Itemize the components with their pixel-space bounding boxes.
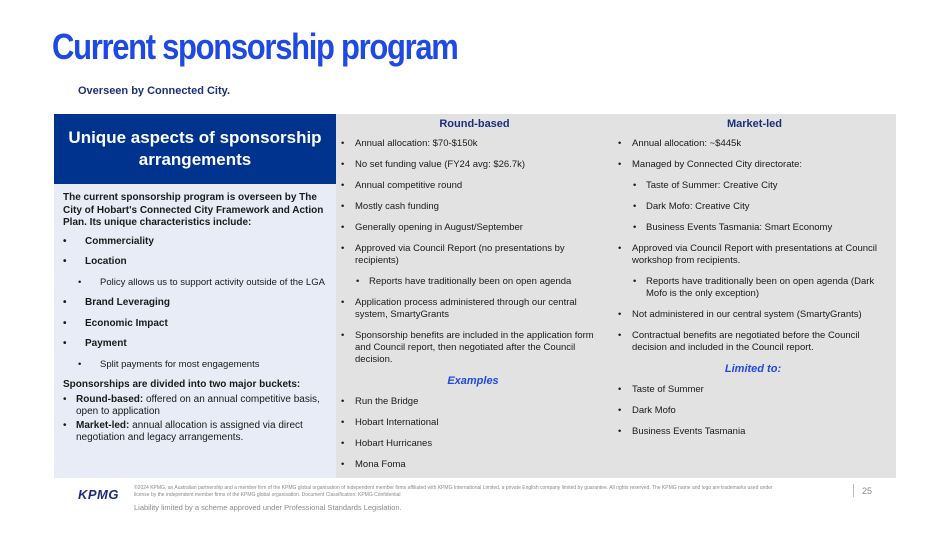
page-subtitle: Overseen by Connected City. [78,85,231,97]
characteristics-list [63,236,331,372]
market-led-heading: Market-led [726,118,783,130]
bullet-icon: • [341,201,345,212]
bucket-description: offered on an annual competitive basis, open to application [76,393,320,417]
bullet-icon: • [618,426,622,437]
bullet-icon: • [63,256,67,267]
example-item [341,396,605,408]
market-led-item-text: Contractual benefits are negotiated before the Council decision and included in the Council report. [632,330,860,353]
characteristic-label: Commerciality [85,235,154,247]
characteristic-label: Brand Leveraging [85,297,171,308]
example-item [341,438,605,450]
round-based-item [341,159,605,171]
bucket-name: Market-led: [76,419,130,431]
bullet-icon: • [78,358,82,370]
limited-to-heading: Limited to: [724,363,782,375]
program-intro: The current sponsorship program is overseen by The City of Hobart's Connected City Framework and Action Plan. Its unique characteristics include: [63,192,324,228]
bullet-icon: • [341,138,345,149]
examples-heading: Examples [447,375,499,387]
bucket-item [63,394,331,419]
characteristic-label: Payment [85,338,127,349]
limited-to-item [618,405,888,417]
example-item-text: Run the Bridge [355,396,419,407]
characteristic-item [63,256,331,269]
bucket-item [63,420,331,445]
market-led-item-text: Approved via Council Report with presentations at Council workshop from recipients. [632,243,878,266]
unique-aspects-panel [54,114,336,478]
market-led-item-text: Not administered in our central system (SmartyGrants) [632,309,862,320]
round-based-item-text: Annual competitive round [355,180,463,191]
round-based-item-text: Reports have traditionally been on open agenda [369,276,572,287]
market-led-item [618,222,888,234]
market-led-item-text: Managed by Connected City directorate: [632,159,803,170]
market-led-item [618,138,888,150]
bullet-icon: • [341,180,345,191]
market-led-item [618,159,888,171]
market-led-item-text: Taste of Summer: Creative City [646,180,778,191]
round-based-item-text: No set funding value (FY24 avg: $26.7k) [355,159,526,170]
bullet-icon: • [63,393,67,405]
bullet-icon: • [63,235,67,247]
page-title: Current sponsorship program [52,26,458,67]
characteristic-label: Economic Impact [85,317,168,329]
round-based-item [341,222,605,234]
round-based-item [341,180,605,192]
round-based-item-text: Mostly cash funding [355,201,439,212]
limited-to-item [618,426,888,438]
bullet-icon: • [341,330,345,341]
market-led-item [618,201,888,213]
round-based-item-text: Generally opening in August/September [355,222,523,233]
bullet-icon: • [618,243,622,254]
unique-aspects-body [63,192,331,446]
bucket-description: annual allocation is assigned via direct negotiation and legacy arrangements. [76,419,303,443]
round-based-column [336,114,613,478]
bullet-icon: • [341,459,345,470]
round-based-item-text: Sponsorship benefits are included in the application form and Council report, then negotiated after the Council decision. [355,330,594,365]
bullet-icon: • [63,317,67,329]
limited-to-item-text: Taste of Summer [632,384,704,395]
legal-notice: ©2024 KPMG, an Australian partnership and a member firm of the KPMG global organisation of independent member firms affiliated with KPMG International Limited, a private English company limited by guarantee. All rights reserved. The KPMG name and logo are trademarks used under license by the independent member firms of the KPMG global organisation. Document Classification: KPMG Confidential [134,485,773,498]
page-number: 25 [862,486,873,496]
market-led-item [618,180,888,192]
bullet-icon: • [341,417,345,428]
characteristic-item [63,318,331,331]
characteristic-item [63,297,331,310]
bullet-icon: • [63,419,67,431]
bullet-icon: • [341,243,345,254]
bullet-icon: • [341,159,345,170]
characteristic-detail-text: Policy allows us to support activity outside of the LGA [100,276,325,288]
kpmg-logo: KPMG [78,487,119,502]
liability-notice: Liability limited by a scheme approved under Professional Standards Legislation. [134,503,402,512]
market-led-item [618,276,888,300]
bullet-icon: • [356,276,360,287]
example-item [341,417,605,429]
buckets-intro: Sponsorships are divided into two major buckets: [63,379,301,390]
round-based-item [341,330,605,366]
example-item-text: Hobart International [355,417,439,428]
market-led-column [613,114,896,478]
bullet-icon: • [341,297,345,308]
market-led-item [618,243,888,267]
bullet-icon: • [78,276,82,288]
bucket-name: Round-based: [76,393,144,405]
bullet-icon: • [618,138,622,149]
round-based-item [341,138,605,150]
characteristic-label: Location [85,256,127,267]
bullet-icon: • [618,384,622,395]
market-led-item-text: Business Events Tasmania: Smart Economy [646,222,833,233]
bullet-icon: • [341,396,345,407]
round-based-item-text: Approved via Council Report (no presentations by recipients) [355,243,565,266]
buckets-list [63,394,331,445]
market-led-item-text: Reports have traditionally been on open agenda (Dark Mofo is the only exception) [646,276,875,299]
bullet-icon: • [633,222,637,233]
footer-divider [853,484,854,497]
round-based-item [341,201,605,213]
bullet-icon: • [618,309,622,320]
limited-to-item [618,384,888,396]
limited-to-item-text: Dark Mofo [632,405,676,416]
round-based-heading: Round-based [439,118,510,130]
example-item-text: Hobart Hurricanes [355,438,433,449]
unique-aspects-heading: Unique aspects of sponsorship arrangements [54,114,336,184]
characteristic-detail [63,277,331,290]
round-based-item-text: Annual allocation: $70-$150k [355,138,478,149]
example-item-text: Mona Foma [355,459,406,470]
characteristic-item [63,236,331,249]
market-led-item [618,330,888,354]
market-led-item-text: Dark Mofo: Creative City [646,201,750,212]
example-item [341,459,605,471]
examples-list [341,396,605,471]
bullet-icon: • [633,180,637,191]
bullet-icon: • [341,438,345,449]
characteristic-detail-text: Split payments for most engagements [100,358,260,370]
bullet-icon: • [341,222,345,233]
bullet-icon: • [618,330,622,341]
market-led-item-text: Annual allocation: ~$445k [632,138,742,149]
bullet-icon: • [63,297,67,308]
market-led-list [618,138,888,354]
round-based-item [341,243,605,267]
round-based-list [341,138,605,366]
limited-to-list [618,384,888,438]
bullet-icon: • [63,338,67,349]
round-based-item-text: Application process administered through our central system, SmartyGrants [355,297,577,320]
bullet-icon: • [618,405,622,416]
bullet-icon: • [633,276,637,287]
round-based-item [341,297,605,321]
round-based-item [341,276,605,288]
limited-to-item-text: Business Events Tasmania [632,426,746,437]
bullet-icon: • [618,159,622,170]
market-led-item [618,309,888,321]
bullet-icon: • [633,201,637,212]
characteristic-item [63,338,331,351]
characteristic-detail [63,359,331,372]
